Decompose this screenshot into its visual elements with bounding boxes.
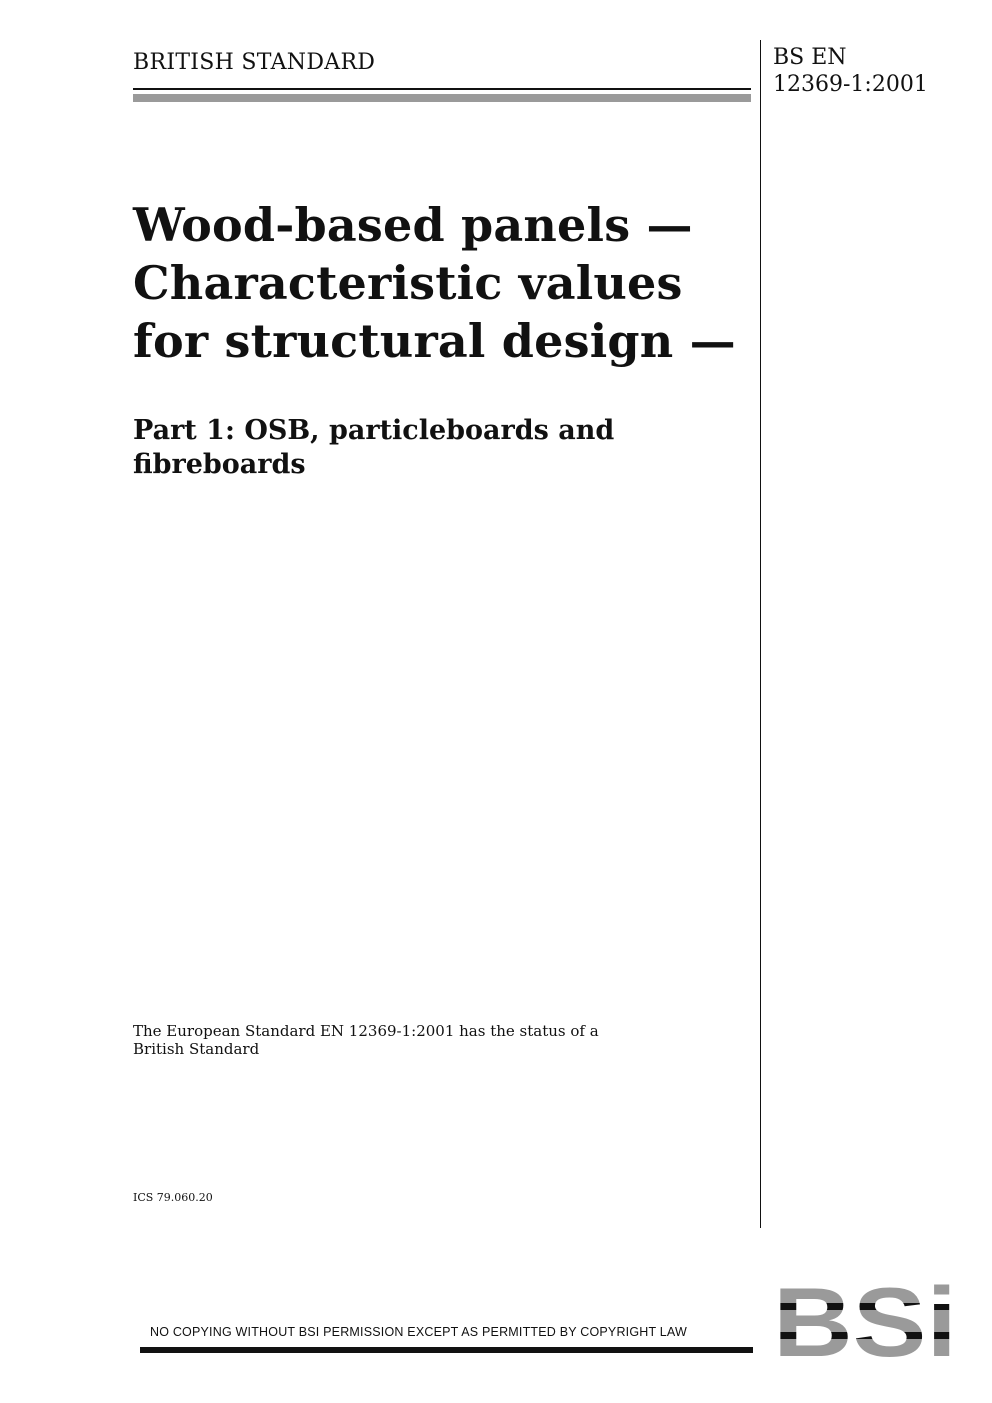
status-note-line2: British Standard: [133, 1040, 260, 1058]
footer-rule: [140, 1347, 753, 1353]
header-label: BRITISH STANDARD: [133, 50, 376, 75]
ics-code: ICS 79.060.20: [133, 1191, 213, 1204]
copyright-notice: NO COPYING WITHOUT BSI PERMISSION EXCEPT AS PERMITTED BY COPYRIGHT LAW: [150, 1325, 688, 1339]
standard-number-line2: 12369-1:2001: [773, 72, 928, 97]
subtitle: [133, 414, 733, 482]
main-title: [133, 196, 773, 370]
header-rule-thin: [133, 88, 751, 90]
status-note-line1: The European Standard EN 12369-1:2001 has the status of a: [133, 1022, 599, 1040]
standard-number: [773, 44, 928, 98]
bsi-logo: [775, 1276, 955, 1358]
header-rule-thick: [133, 94, 751, 102]
subtitle-line1: Part 1: OSB, particleboards and: [133, 415, 615, 446]
main-title-line2: Characteristic values: [133, 256, 683, 310]
main-title-line1: Wood-based panels —: [133, 198, 693, 252]
subtitle-line2: fibreboards: [133, 449, 306, 480]
standard-number-line1: BS EN: [773, 45, 847, 70]
status-note: [133, 1022, 653, 1058]
main-title-line3: for structural design —: [133, 314, 736, 368]
